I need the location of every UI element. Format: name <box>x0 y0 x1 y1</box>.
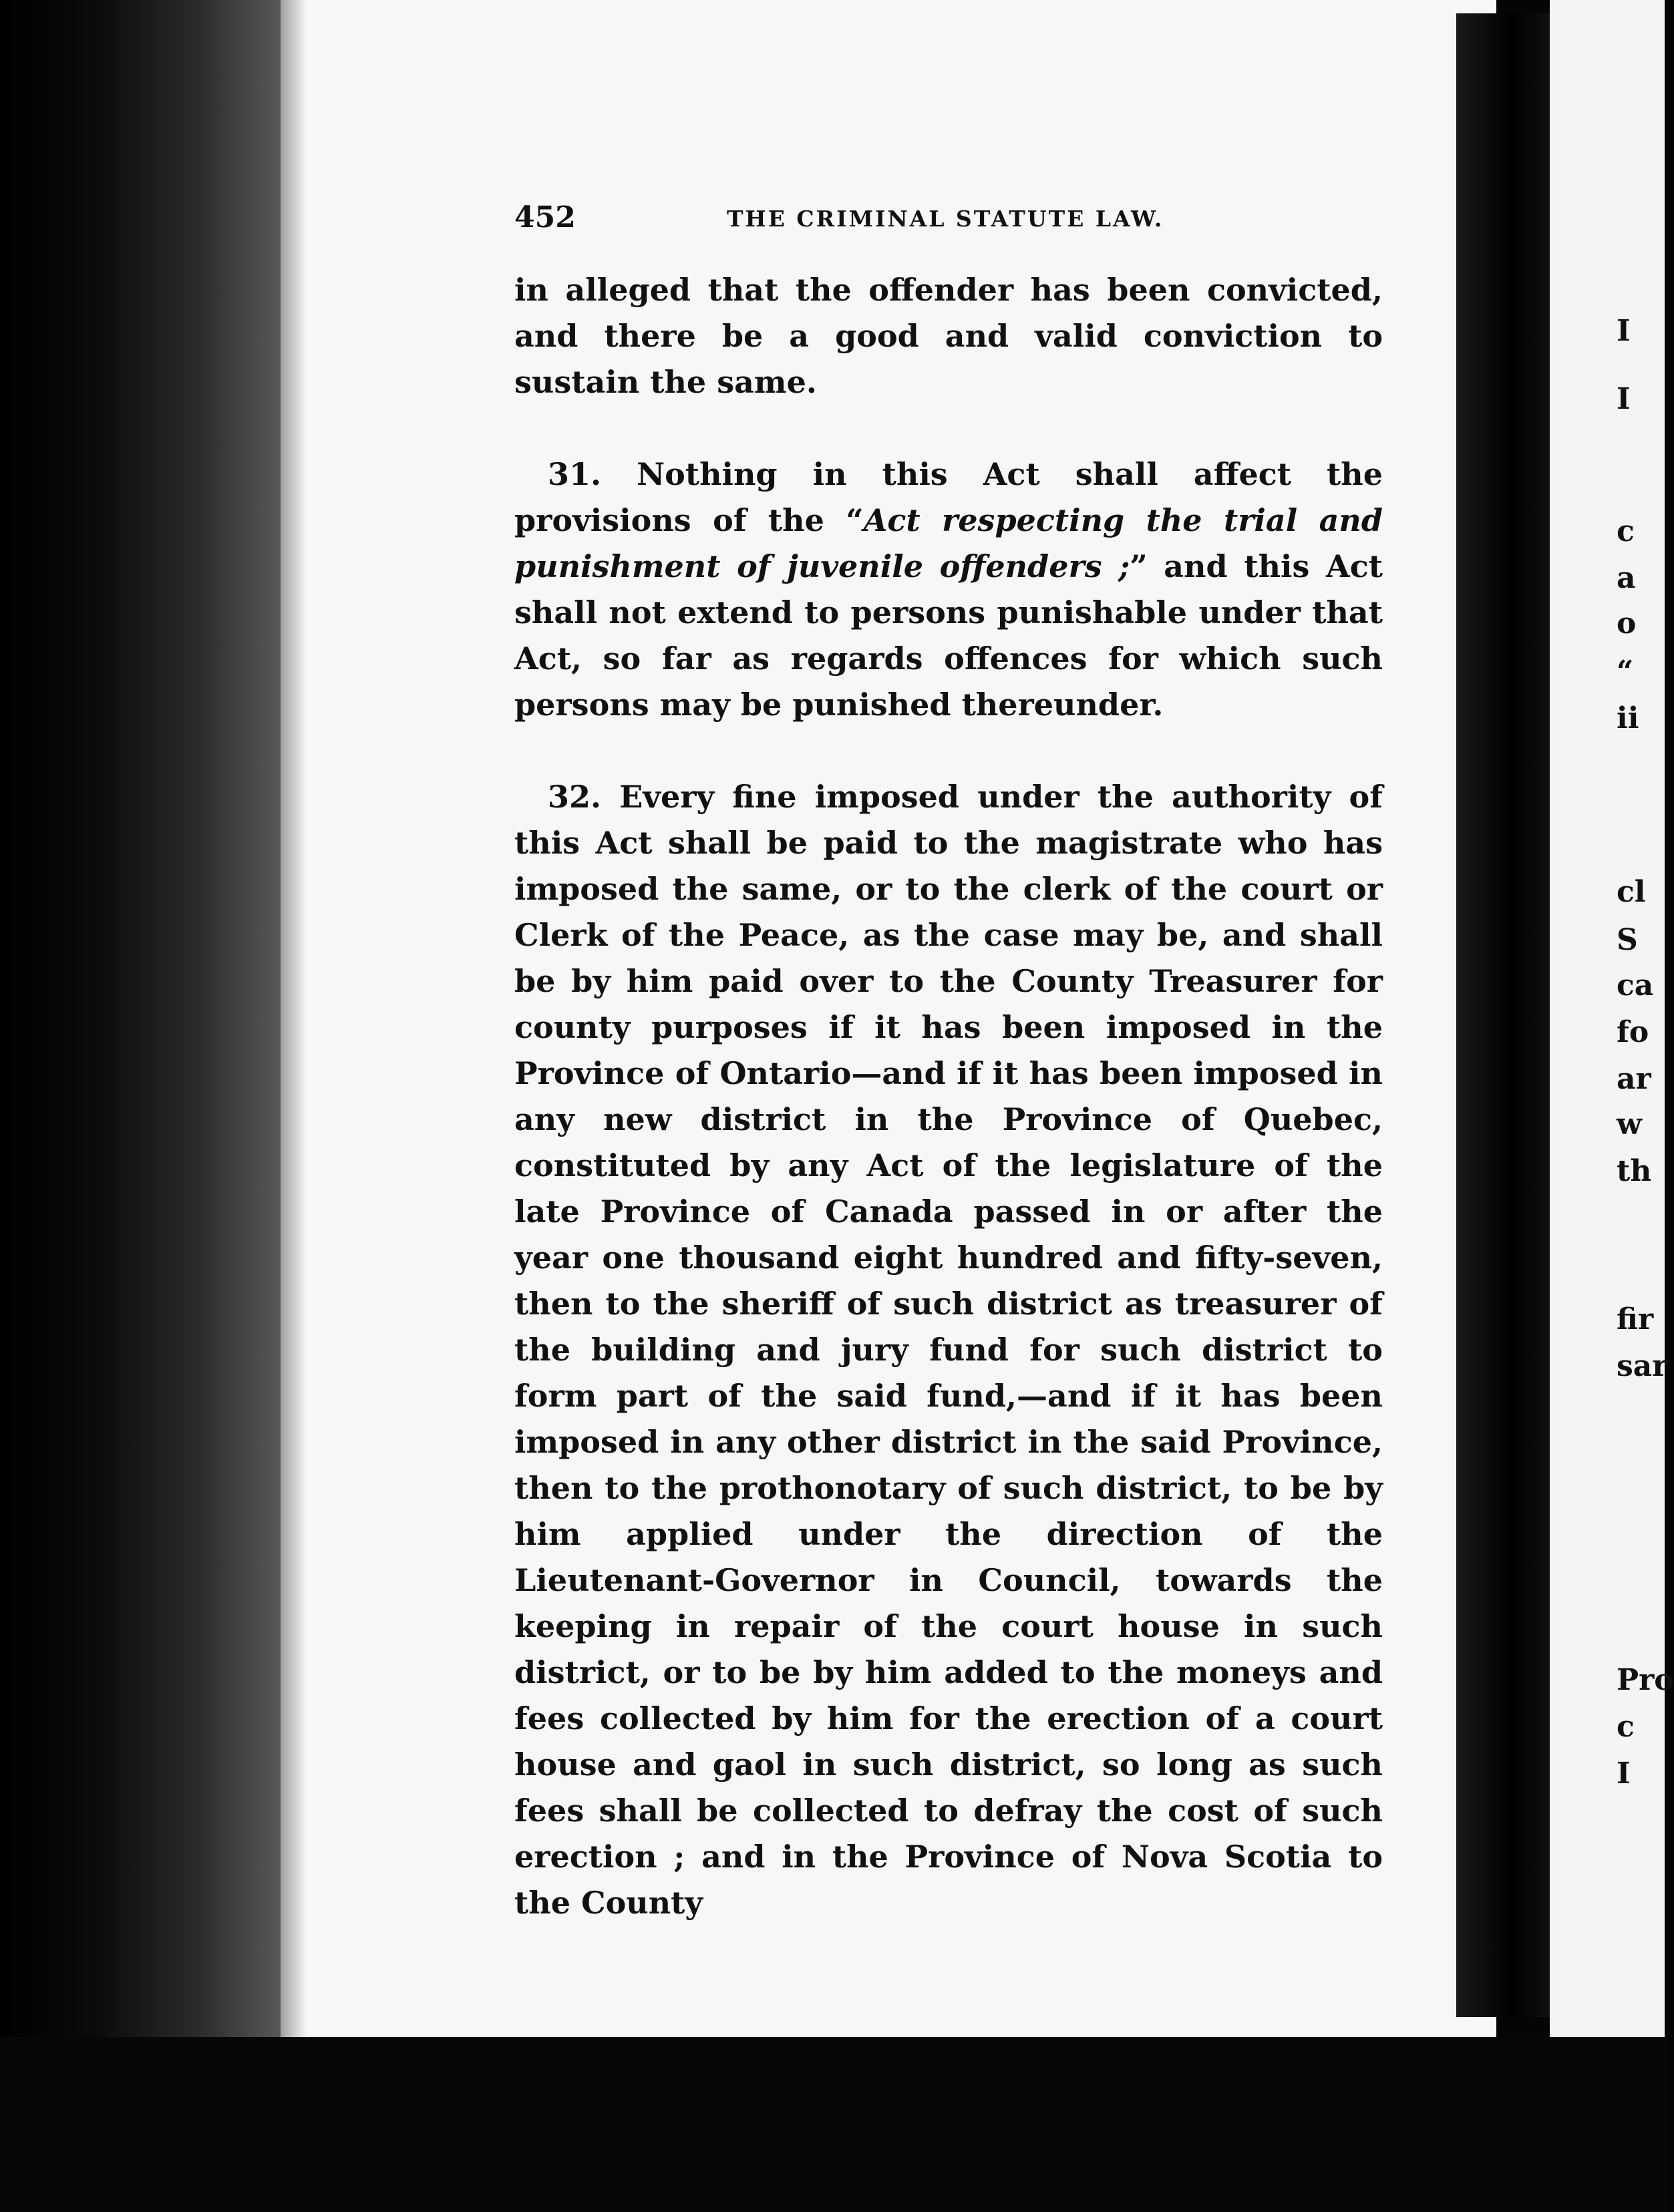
section-31 <box>514 451 1383 728</box>
running-head <box>514 200 1383 240</box>
fragment-text: c <box>1617 514 1635 548</box>
fragment-text: ca <box>1617 968 1654 1002</box>
paragraph-continuation: in alleged that the offender has been convicted, and there be a good and valid conviction to sustain the same. <box>514 272 1383 400</box>
fragment-text: ar <box>1617 1062 1651 1096</box>
fragment-text: cl <box>1617 875 1646 909</box>
section-32 <box>514 774 1383 1926</box>
running-title: THE CRIMINAL STATUTE LAW. <box>727 206 1164 232</box>
fragment-text: fir <box>1617 1302 1654 1336</box>
fragment-text: w <box>1617 1107 1642 1141</box>
fragment-text: c <box>1617 1710 1635 1744</box>
fragment-text: ii <box>1617 701 1639 735</box>
page-body <box>514 267 1383 1926</box>
fragment-text: o <box>1617 606 1637 640</box>
section-number: 31. <box>548 456 602 492</box>
book-gutter <box>1456 13 1550 2017</box>
fragment-text: I <box>1617 314 1631 348</box>
fragment-text: S <box>1617 923 1638 957</box>
section-number: 32. <box>548 779 602 815</box>
section-text-start: Nothing in this Act shall affect the provisions of the “ <box>514 456 1383 538</box>
adjacent-page-fragments <box>1617 0 1674 2037</box>
fragment-text: fo <box>1617 1015 1649 1049</box>
fragment-text: th <box>1617 1154 1652 1188</box>
fragment-text: I <box>1617 1757 1631 1791</box>
fragment-text: sar <box>1617 1349 1668 1383</box>
section-text: Every fine imposed under the authority of this Act shall be paid to the magistrate who has imposed the same, or to the clerk of the court or Clerk of the Peace, as the case may be, and shall be by him paid over to the County Treasurer for county purposes if it has been imposed in the Province of Ontario—and if it has been imposed in any new district in the Province of Quebec, constituted by any Act of the legislature of the late Province of Canada passed in or after the year one thousand eight hundred and fifty-seven, then to the sheriff of such district as treasurer of the building and jury fund for such district to form part of the said fund,—and if it has been imposed in any other district in the said Province, then to the prothonotary of such district, to be by him applied under the direction of the Lieutenant-Governor in Council, towards the keeping in repair of the court house in such district, or to be by him added to the moneys and fees collected by him for the erection of a court house and gaol in such district, so long as such fees shall be collected to defray the cost of such erection ; and in the Province of Nova Scotia to the County <box>514 779 1383 1921</box>
fragment-text: “ <box>1617 655 1634 689</box>
scan-bottom-edge <box>0 2037 1665 2212</box>
book-left-edge <box>0 0 281 2212</box>
page-shadow <box>281 0 307 2212</box>
fragment-text: a <box>1617 561 1636 595</box>
fragment-text: Pro <box>1617 1663 1674 1697</box>
fragment-text: I <box>1617 382 1631 416</box>
act-title: Act respecting the trial and punishment of juvenile offenders ; <box>514 502 1383 584</box>
section-text-end: ” and this Act shall not extend to persons punishable under that Act, so far as regards offences for which such persons may be punished thereunder. <box>514 548 1383 723</box>
page-number: 452 <box>514 200 576 234</box>
